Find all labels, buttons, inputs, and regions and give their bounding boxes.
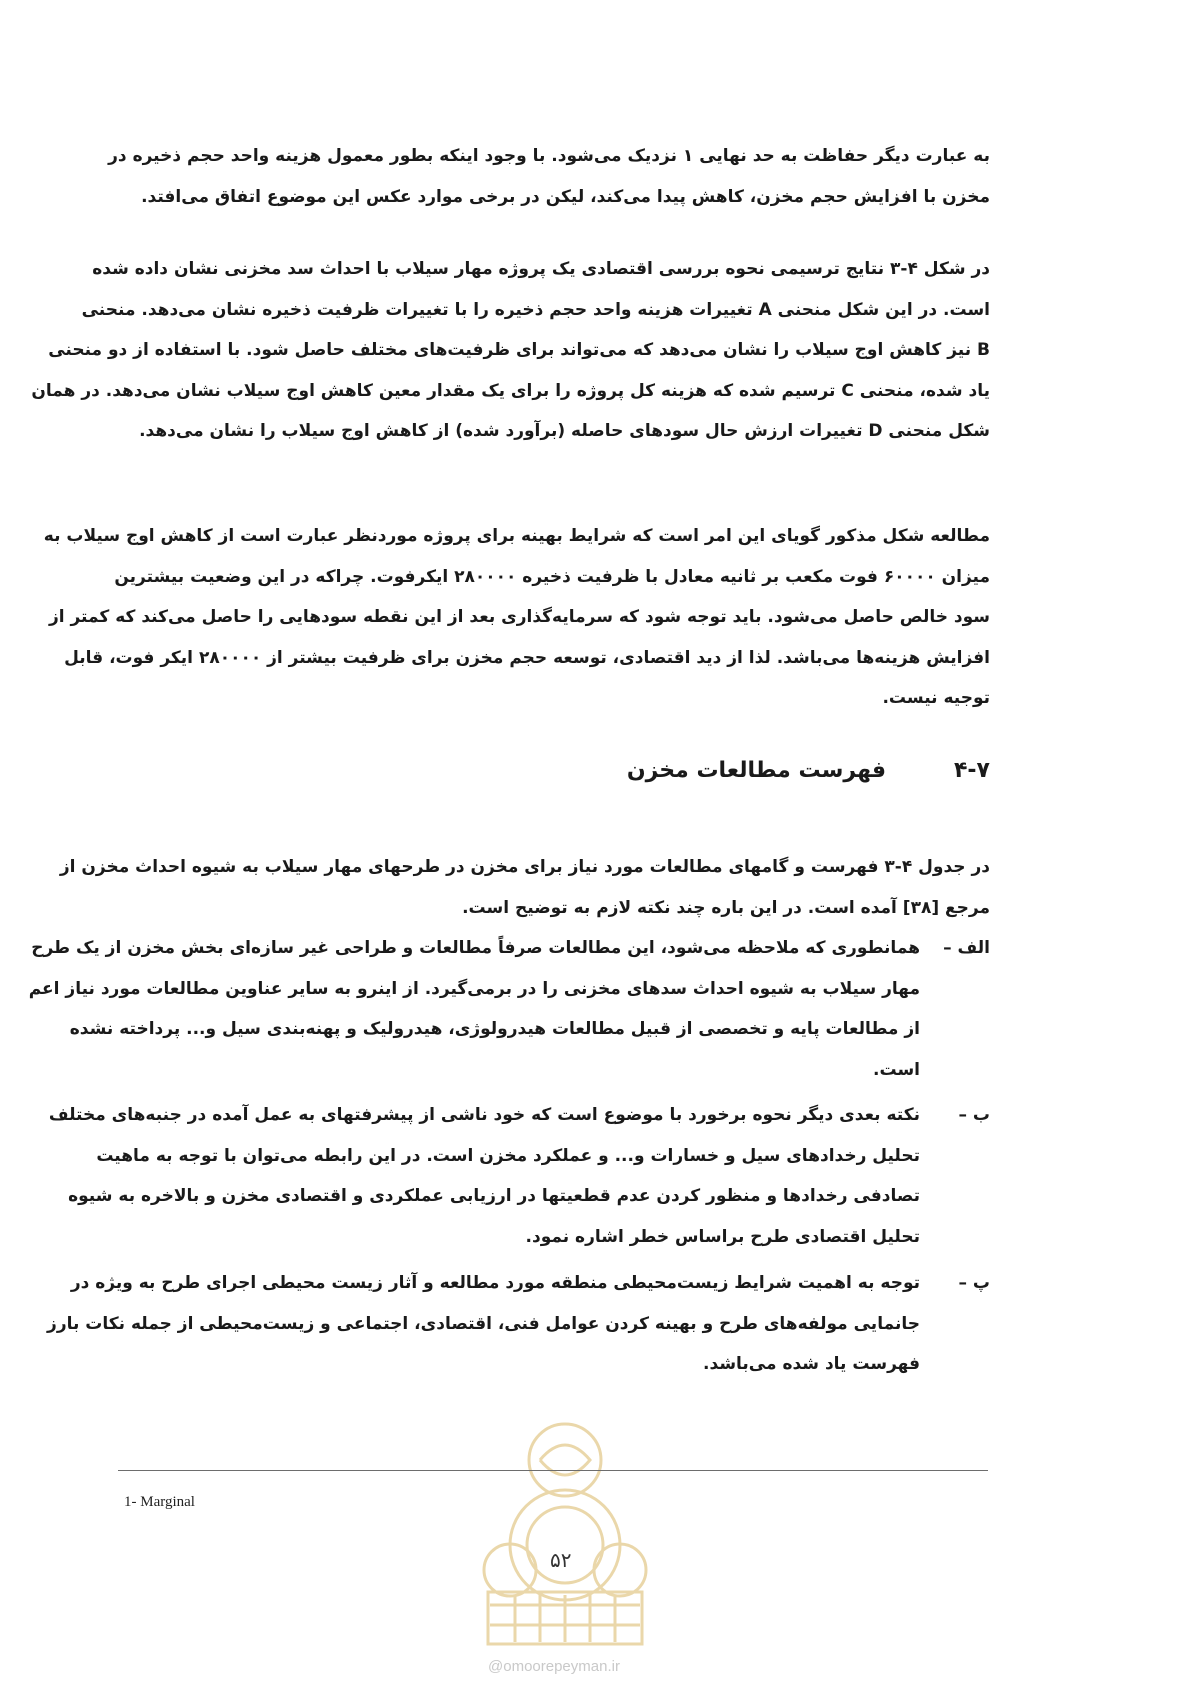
list-item-c bbox=[47, 1263, 990, 1385]
watermark-site: @omoorepeyman.ir bbox=[488, 1658, 620, 1675]
text-line: نکته بعدی دیگر نحوه برخورد با موضوع است که خود ناشی از پیشرفتهای به عمل آمده در جنبه‌های مختلف bbox=[48, 1105, 920, 1125]
text-line: یاد شده، منحنی C ترسیم شده که هزینه کل پروژه را برای یک مقدار معین کاهش اوج سیلاب نشان می‌دهد. در همان bbox=[31, 380, 990, 401]
watermark-logo bbox=[470, 1420, 660, 1650]
paragraph-1 bbox=[108, 136, 990, 217]
text-line: افزایش هزینه‌ها می‌باشد. لذا از دید اقتصادی، توسعه حجم مخزن برای ظرفیت بیشتر از ۲۸۰۰۰۰ ایکر فوت، قابل bbox=[64, 647, 990, 668]
text-line: مرجع [۳۸] آمده است. در این باره چند نکته لازم به توضیح است. bbox=[462, 897, 990, 918]
text-line: سود خالص حاصل می‌شود. باید توجه شود که سرمایه‌گذاری بعد از این نقطه سودهایی را حاصل می‌کند که کمتر از bbox=[48, 607, 990, 627]
paragraph-2 bbox=[31, 249, 990, 452]
list-marker: پ – bbox=[958, 1273, 990, 1293]
text-line: تحلیل رخدادهای سیل و خسارات و... و عملکرد مخزن است. در این رابطه می‌توان با توجه به ماهیت bbox=[96, 1145, 920, 1166]
section-heading bbox=[627, 758, 990, 783]
paragraph-4 bbox=[59, 847, 990, 928]
list-item-b bbox=[48, 1095, 990, 1257]
text-line: مهار سیلاب به شیوه احداث سدهای مخزنی را در برمی‌گیرد. از اینرو به سایر عناوین مطالعات مورد نیاز اعم bbox=[28, 978, 920, 999]
list-marker: الف – bbox=[943, 938, 990, 958]
text-line: میزان ۶۰۰۰۰ فوت مکعب بر ثانیه معادل با ظرفیت ذخیره ۲۸۰۰۰۰ ایکرفوت. چراکه در این وضعیت بیشترین bbox=[114, 566, 990, 587]
text-line: مطالعه شکل مذکور گویای این امر است که شرایط بهینه برای پروژه موردنظر عبارت است از کاهش اوج سیلاب به bbox=[43, 526, 990, 546]
text-line: توجیه نیست. bbox=[882, 688, 990, 708]
text-line: فهرست یاد شده می‌باشد. bbox=[703, 1354, 920, 1374]
text-line: شکل منحنی D تغییرات ارزش حال سودهای حاصله (برآورد شده) از کاهش اوج سیلاب را نشان می‌دهد. bbox=[139, 421, 990, 441]
text-line: به عبارت دیگر حفاظت به حد نهایی ۱ نزدیک می‌شود. با وجود اینکه بطور معمول هزینه واحد حجم ذخیره در bbox=[108, 146, 990, 166]
text-line: است. bbox=[873, 1059, 920, 1080]
text-line: مخزن با افزایش حجم مخزن، کاهش پیدا می‌کند، لیکن در برخی موارد عکس این موضوع اتفاق می‌افتد. bbox=[141, 186, 990, 207]
paragraph-3 bbox=[43, 516, 990, 719]
text-line: توجه به اهمیت شرایط زیست‌محیطی منطقه مورد مطالعه و آثار زیست محیطی اجرای طرح به ویژه در bbox=[70, 1273, 920, 1293]
text-line: تحلیل اقتصادی طرح براساس خطر اشاره نمود. bbox=[525, 1226, 920, 1247]
text-line: در شکل ۴-۳ نتایج ترسیمی نحوه بررسی اقتصادی یک پروژه مهار سیلاب با احداث سد مخزنی نشان داده شده bbox=[92, 259, 990, 279]
text-line: B نیز کاهش اوج سیلاب را نشان می‌دهد که می‌تواند برای ظرفیت‌های مختلف حاصل شود. با استفاده از دو منحنی bbox=[48, 340, 990, 360]
text-line: در جدول ۴-۳ فهرست و گامهای مطالعات مورد نیاز برای مخزن در طرحهای مهار سیلاب به شیوه احداث مخزن از bbox=[59, 857, 990, 877]
page-number: ۵۲ bbox=[550, 1548, 572, 1572]
section-title: فهرست مطالعات مخزن bbox=[626, 758, 886, 783]
text-line: تصادفی رخدادها و منظور کردن عدم قطعیتها در ارزیابی عملکردی و اقتصادی مخزن و بالاخره به شیوه bbox=[68, 1186, 920, 1206]
list-item-a bbox=[28, 928, 990, 1090]
text-line: همانطوری که ملاحظه می‌شود، این مطالعات صرفاً مطالعات و طراحی غیر سازه‌ای بخش مخزن از یک طرح bbox=[31, 938, 920, 958]
section-number: ۴-۷ bbox=[954, 758, 990, 783]
text-line: از مطالعات پایه و تخصصی از قبیل مطالعات هیدرولوژی، هیدرولیک و پهنه‌بندی سیل و... پرداخته نشده bbox=[69, 1019, 920, 1039]
list-marker: ب – bbox=[958, 1105, 990, 1125]
footnote-divider bbox=[118, 1470, 988, 1471]
watermark-site-text: omoorepeyman.ir bbox=[503, 1658, 620, 1675]
text-line: جانمایی مولفه‌های طرح و بهینه کردن عوامل فنی، اقتصادی، اجتماعی و زیست‌محیطی از جمله نکات بارز bbox=[47, 1313, 920, 1334]
text-line: است. در این شکل منحنی A تغییرات هزینه واحد حجم ذخیره را با تغییرات ظرفیت ذخیره نشان می‌دهد. منحنی bbox=[81, 299, 990, 320]
footnote: 1- Marginal bbox=[124, 1494, 195, 1510]
